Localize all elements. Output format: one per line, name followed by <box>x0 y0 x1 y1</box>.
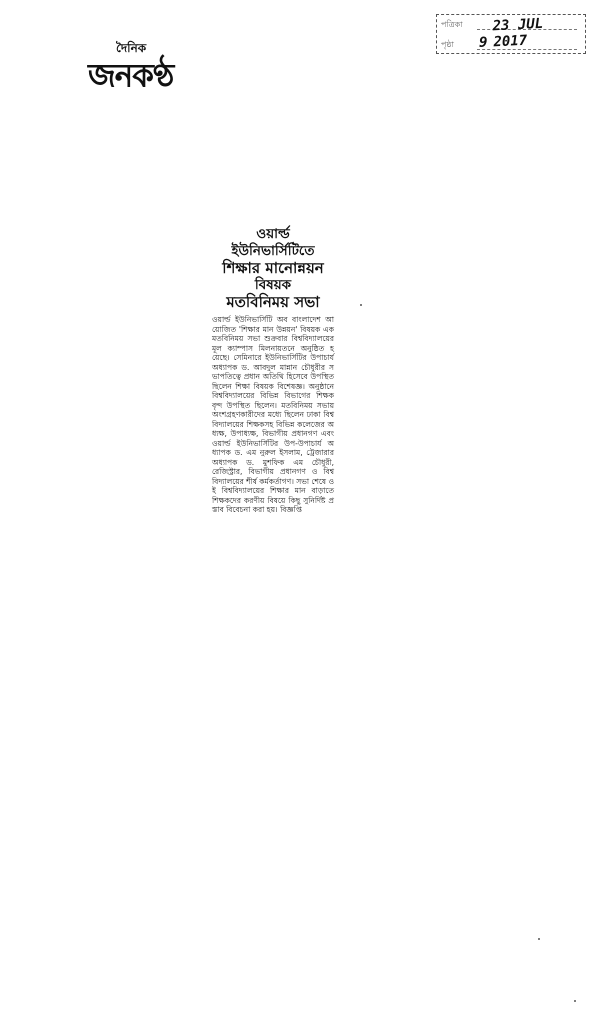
headline-line: শিক্ষার মানোন্নয়ন <box>222 259 324 277</box>
headline-line: বিষয়ক <box>254 277 292 293</box>
stamp-date-label: পত্রিকা <box>441 20 463 29</box>
stamp-divider <box>477 49 577 50</box>
stamp-page-label: পৃষ্ঠা <box>441 40 454 49</box>
headline-line: মতবিনিময় সভা <box>226 293 320 311</box>
scan-speck <box>574 1000 576 1002</box>
headline-line: ওয়ার্ল্ড <box>256 226 290 242</box>
scan-speck <box>538 938 540 940</box>
headline-line: ইউনিভার্সিটিতে <box>231 243 315 259</box>
article-body <box>212 315 334 515</box>
article-headline <box>212 226 334 311</box>
masthead-prefix: দৈনিক <box>116 41 147 55</box>
stamp-date: 23 JUL 2017 <box>492 15 544 51</box>
article-text: ওয়ার্ল্ড ইউনিভার্সিটি অব বাংলাদেশ আয়োজিত 'শিক্ষার মান উন্নয়ন' বিষয়ক এক মতবিনিময় সভা শুক্রবার বিশ্ববিদ্যালয়ের মূল ক্যাম্পাস মিলনায়তনে অনুষ্ঠিত হয়েছে। সেমিনারে ইউনিভার্সিটির উপাচার্য অধ্যাপক ড. আবদুল মান্নান চৌধুরীর সভাপতিত্বে প্রধান অতিথি হিসেবে উপস্থিত ছিলেন শিক্ষা বিষয়ক বিশেষজ্ঞ। অনুষ্ঠানে বিশ্ববিদ্যালয়ের বিভিন্ন বিভাগের শিক্ষকবৃন্দ উপস্থিত ছিলেন। মতবিনিময় সভায় অংশগ্রহণকারীদের মধ্যে ছিলেন ঢাকা বিশ্ববিদ্যালয়ের শিক্ষকসহ বিভিন্ন কলেজের অধ্যক্ষ, উপাধ্যক্ষ, বিভাগীয় প্রধানগণ এবং ওয়ার্ল্ড ইউনিভার্সিটির উপ-উপাচার্য অধ্যাপক ড. এম নুরুল ইসলাম, ট্রেজারার অধ্যাপক ড. মুশফিক এম চৌধুরী, রেজিস্ট্রার, বিভাগীয় প্রধানগণ ও বিশ্ববিদ্যালয়ের শীর্ষ কর্মকর্তাগণ। সভা শেষে ওই বিশ্ববিদ্যালয়ের শিক্ষার মান বাড়াতে শিক্ষকদের করণীয় বিষয়ে কিছু সুনির্দিষ্ট প্রস্তাব বিবেচনা করা হয়। বিজ্ঞপ্তি <box>212 315 334 514</box>
date-stamp <box>436 14 586 54</box>
news-clipping <box>212 226 334 515</box>
newspaper-name: জনকণ্ঠ <box>88 57 174 95</box>
scan-speck <box>360 304 362 306</box>
newspaper-masthead <box>88 40 198 95</box>
stamp-page-number: 9 <box>479 35 488 51</box>
